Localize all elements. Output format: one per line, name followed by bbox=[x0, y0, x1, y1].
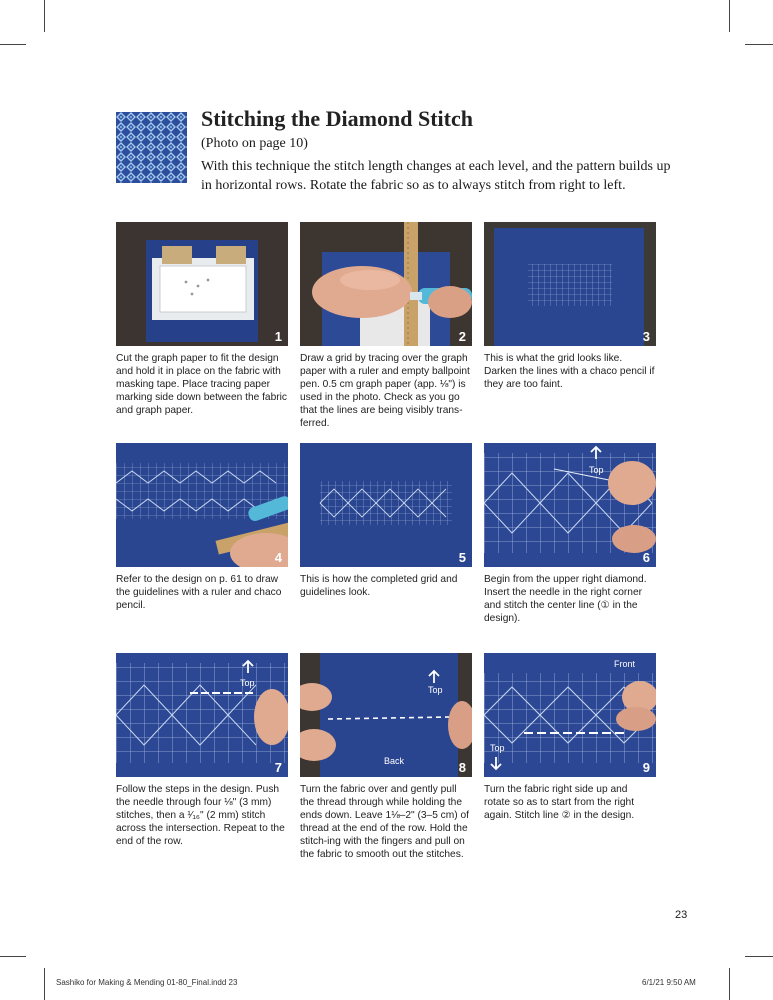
crop-mark bbox=[729, 968, 730, 1000]
step-4-photo bbox=[116, 443, 288, 567]
crop-mark bbox=[745, 956, 773, 957]
step-8-photo bbox=[300, 653, 472, 777]
crop-mark bbox=[0, 956, 26, 957]
step-caption: Cut the graph paper to fit the design and hold it in place on the fabric with masking tape. Place tracing paper marking side down between the fabric and graph paper. bbox=[116, 353, 288, 416]
step-number: 6 bbox=[642, 550, 650, 565]
step-number: 9 bbox=[642, 760, 650, 775]
crop-mark bbox=[44, 968, 45, 1000]
page-number: 23 bbox=[675, 909, 688, 921]
step-1-photo bbox=[116, 222, 288, 346]
step-number: 2 bbox=[458, 329, 466, 344]
top-label: Top bbox=[490, 743, 505, 753]
step-7-photo bbox=[116, 653, 288, 777]
front-label: Front bbox=[614, 659, 636, 669]
header bbox=[201, 104, 671, 195]
step-6-photo bbox=[484, 443, 656, 567]
step-number: 8 bbox=[458, 760, 466, 775]
back-label: Back bbox=[384, 756, 405, 766]
crop-mark bbox=[745, 44, 773, 45]
step-2-photo bbox=[300, 222, 472, 346]
top-label: Top bbox=[589, 465, 604, 475]
step-3 bbox=[484, 222, 656, 391]
step-caption: Turn the fabric right side up and rotate so as to start from the right again. Stitch line ② in the design. bbox=[484, 784, 635, 821]
crop-mark bbox=[0, 44, 26, 45]
step-3-photo bbox=[484, 222, 656, 346]
crop-mark bbox=[44, 0, 45, 32]
step-5-photo bbox=[300, 443, 472, 567]
diamond-stitch-thumbnail bbox=[116, 112, 187, 183]
step-number: 3 bbox=[642, 329, 650, 344]
step-7 bbox=[116, 653, 288, 848]
step-9 bbox=[484, 653, 656, 822]
step-caption: Turn the fabric over and gently pull the thread through while holding the ends down. Leave 1⅛–2" (3–5 cm) of thread at the end of the row. Hold the stitch-ing with the fingers and pull on the fabric to smooth out the stitches. bbox=[300, 784, 469, 860]
step-caption: Follow the steps in the design. Push the needle through four ⅛" (3 mm) stitches, then a ¹⁄₁₆" (2 mm) stitch across the intersection. Repeat to the end of the row. bbox=[116, 784, 285, 847]
step-5 bbox=[300, 443, 472, 599]
page-title: Stitching the Diamond Stitch bbox=[201, 106, 473, 131]
page-subtitle: (Photo on page 10) bbox=[201, 136, 308, 151]
step-caption: Draw a grid by tracing over the graph paper with a ruler and empty ballpoint pen. 0.5 cm graph paper (app. ⅛") is used in the photo. Check as you go that the lines are being visibly trans-ferred. bbox=[300, 353, 470, 429]
step-9-photo bbox=[484, 653, 656, 777]
step-caption: This is how the completed grid and guidelines look. bbox=[300, 574, 458, 598]
crop-mark bbox=[729, 0, 730, 32]
step-number: 1 bbox=[274, 329, 282, 344]
step-8 bbox=[300, 653, 472, 861]
top-label: Top bbox=[428, 685, 443, 695]
step-number: 5 bbox=[458, 550, 466, 565]
footer-file-info: Sashiko for Making & Mending 01-80_Final.indd 23 bbox=[56, 978, 238, 987]
intro-paragraph: With this technique the stitch length changes at each level, and the pattern builds up in horizontal rows. Rotate the fabric so as to always stitch from right to left. bbox=[201, 159, 671, 193]
top-label: Top bbox=[240, 678, 255, 688]
step-caption: Begin from the upper right diamond. Insert the needle in the right corner and stitch the center line (① in the design). bbox=[484, 574, 647, 624]
step-6 bbox=[484, 443, 656, 625]
step-number: 7 bbox=[274, 760, 282, 775]
step-caption: This is what the grid looks like. Darken the lines with a chaco pencil if they are too faint. bbox=[484, 353, 655, 390]
step-2 bbox=[300, 222, 472, 430]
step-1 bbox=[116, 222, 288, 417]
step-number: 4 bbox=[274, 550, 282, 565]
footer-date: 6/1/21 9:50 AM bbox=[642, 978, 696, 987]
step-caption: Refer to the design on p. 61 to draw the guidelines with a ruler and chaco pencil. bbox=[116, 574, 282, 611]
step-4 bbox=[116, 443, 288, 612]
